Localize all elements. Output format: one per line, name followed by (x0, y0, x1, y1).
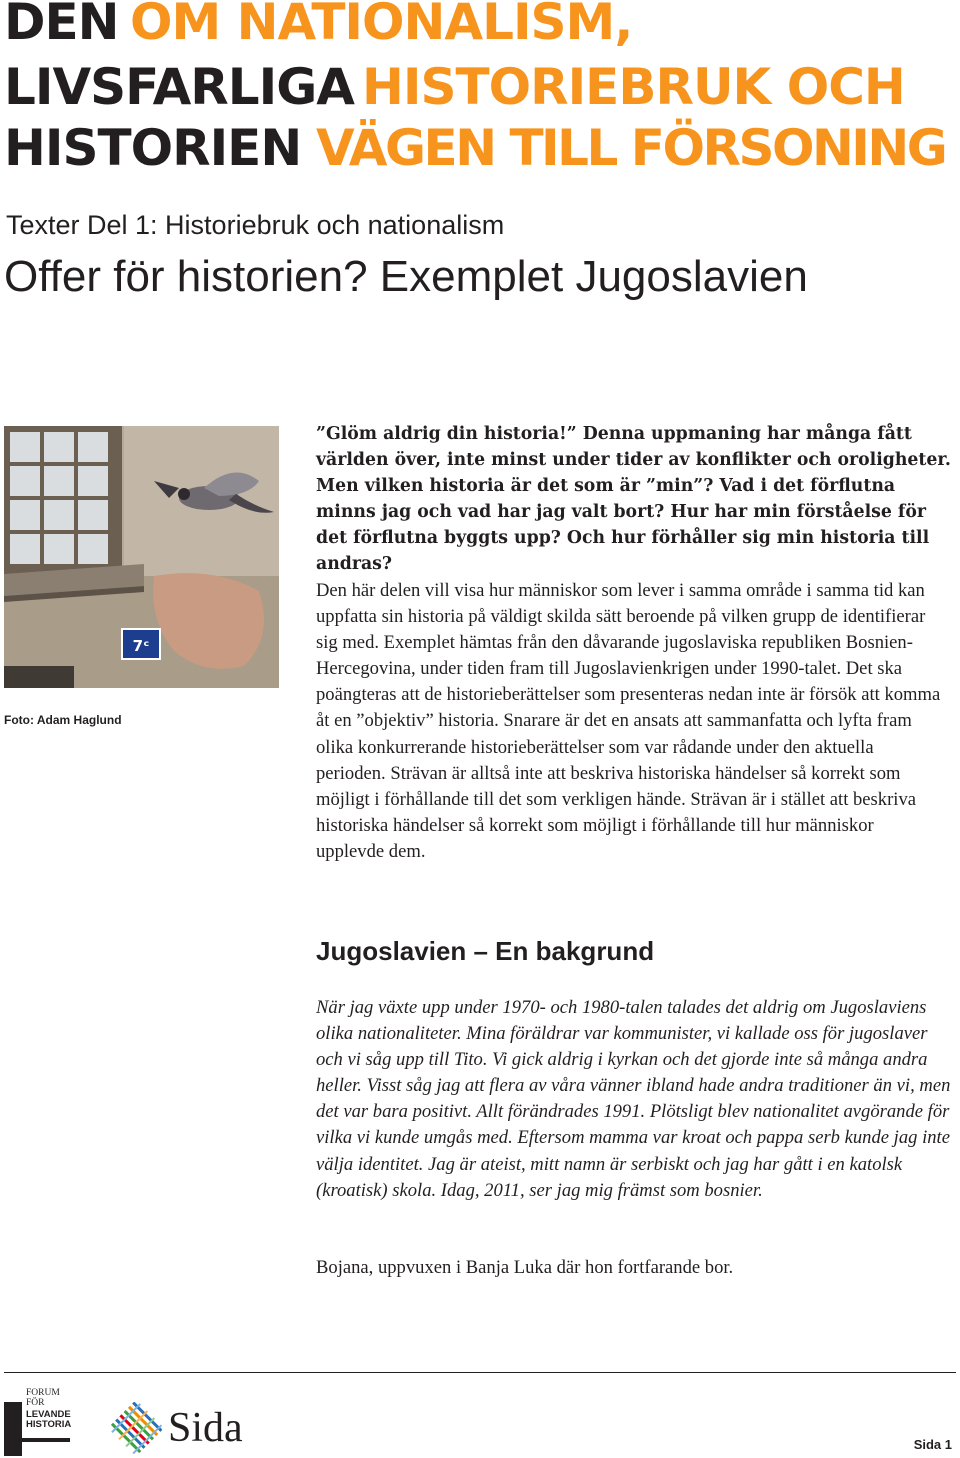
masthead-row-1 (4, 0, 632, 50)
masthead-row-2 (4, 59, 905, 115)
intro-paragraph: ”Glöm aldrig din historia!” Denna uppmaning har många fått världen över, inte minst under tider av konflikter och oroligheter. Men vilken historia är det som är ”min”? Vad i det förflutna minns jag och vad har jag valt bort? Hur har min förståelse för det förflutna byggts upp? Och hur förhåller sig min historia till andras? (316, 424, 951, 574)
masthead-word: DEN (4, 0, 119, 51)
section-heading: Jugoslavien – En bakgrund (316, 936, 655, 966)
photo-caption: Foto: Adam Haglund (4, 713, 122, 727)
logo-text-line: FÖR (26, 1398, 45, 1408)
logo-text-line: FORUM (26, 1388, 60, 1398)
logo-text-line: LEVANDE (26, 1409, 71, 1420)
page-title: Offer för historien? Exemplet Jugoslavien (4, 252, 808, 301)
masthead-word: LIVSFARLIGA (4, 58, 354, 116)
page-number: Sida 1 (913, 1437, 952, 1452)
photo-illustration (4, 426, 279, 688)
masthead-word: HISTORIEBRUK OCH (362, 58, 905, 116)
photo-pigeon-building (4, 426, 279, 688)
testimony-quote: När jag växte upp under 1970- och 1980-talen talades det aldrig om Jugoslaviens olika nationaliteter. Mina föräldrar var kommunister, vi kallade oss för jugoslaver och vi såg upp till Tito. Vi gick aldrig i kyrkan och det gjorde inte så många andra heller. Visst såg jag att flera av våra vänner ibland hade andra traditioner än vi, men det var bara positivt. Allt förändrades 1991. Plötsligt blev nationalitet avgörande för vilka vi kunde umgås med. Eftersom mamma var kroat och pappa serb kunde jag inte välja identitet. Jag är ateist, mitt namn är serbiskt och jag har gått i en katolsk (kroatisk) skola. Idag, 2011, ser jag mig främst som bosnier. (316, 997, 951, 1201)
masthead-word: HISTORIEN (4, 119, 302, 177)
sida-wordmark: Sida (168, 1405, 243, 1451)
sida-logo (110, 1400, 250, 1456)
masthead (4, 0, 956, 180)
masthead-word: OM NATIONALISM, (130, 0, 633, 51)
body-paragraph: Den här delen vill visa hur människor som lever i samma område i samma tid kan uppfatta sin historia på väldigt skilda sätt beroende på vilken grupp de identifierar sig med. Exemplet hämtas från den dåvarande jugoslaviska republiken Bosnien-Hercegovina, under tiden fram till Jugoslavienkrigen under 1990-talet. Det ska poängteras att de historieberättelser som presenteras nedan inte är försök att komma åt en ”objektiv” historia. Snarare är det en ansats att sammanfatta och lyfta fram olika konkurrerande historieberättelser som var rådande under den aktuella perioden. Strävan är alltså inte att beskriva historiska händelser så korrekt som möjligt i förhållande till det som verkligen hände. Strävan är i stället att beskriva historiska händelser så korrekt som möjligt i förhållande till hur människor upplevde dem. (316, 580, 941, 862)
quote-attribution: Bojana, uppvuxen i Banja Luka där hon fortfarande bor. (316, 1257, 734, 1278)
house-number-sign: 7ᶜ (132, 637, 150, 655)
logo-text-line: HISTORIA (26, 1419, 72, 1430)
series-kicker: Texter Del 1: Historiebruk och nationalism (6, 210, 505, 240)
masthead-row-3 (4, 120, 945, 176)
forum-for-levande-historia-logo (4, 1388, 84, 1456)
sida-mark-icon (110, 1402, 162, 1454)
masthead-word: VÄGEN TILL FÖRSONING (316, 119, 946, 177)
footer-divider (4, 1372, 956, 1373)
